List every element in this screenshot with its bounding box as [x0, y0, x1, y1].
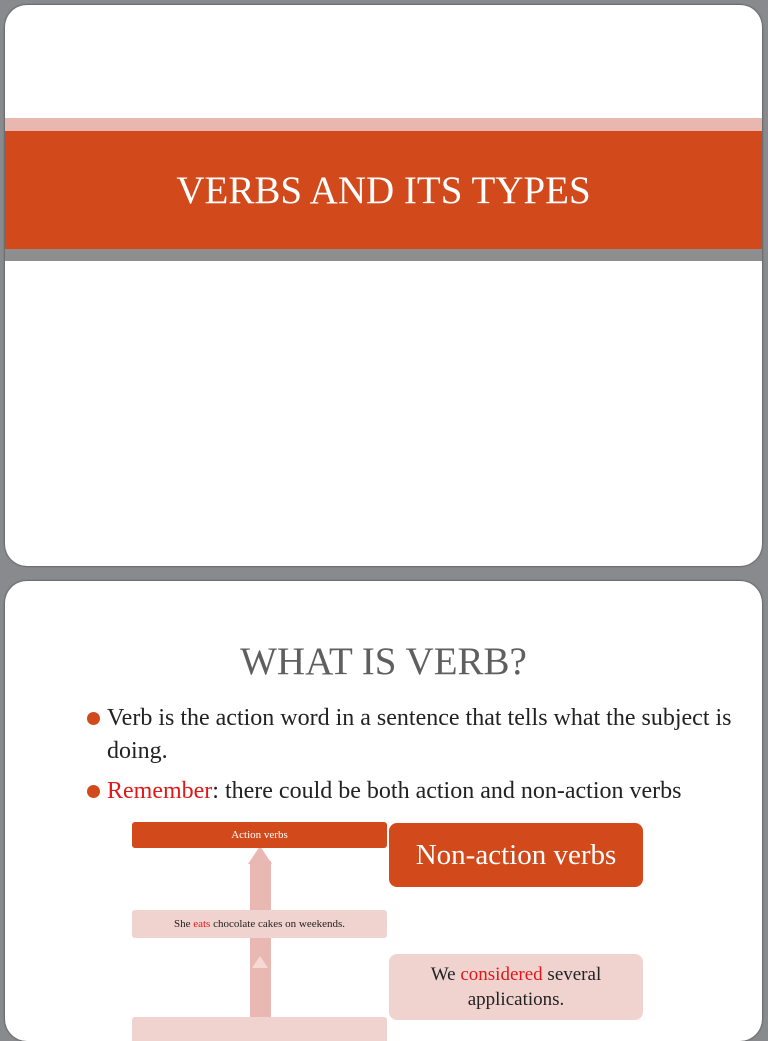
slide-heading: WHAT IS VERB?	[240, 640, 527, 683]
example-text: We	[430, 964, 461, 985]
example-text: several applications.	[467, 964, 602, 1010]
bullet-item	[83, 702, 733, 768]
non-action-verbs-box	[389, 823, 643, 887]
arrow-up-icon	[248, 846, 272, 864]
action-verbs-label: Action verbs	[231, 829, 288, 841]
title-band-top-stripe	[5, 118, 762, 131]
example-verb: considered	[460, 964, 543, 985]
example-verb: eats	[193, 918, 211, 930]
bullet-highlight: Remember	[107, 778, 213, 804]
example-sentence	[389, 962, 643, 1012]
bullet-dot-icon	[87, 712, 100, 725]
action-verbs-box	[132, 822, 387, 848]
bullet-text: Verb is the action word in a sentence that tells what the subject is doing.	[107, 705, 732, 764]
bullet-item	[83, 775, 733, 808]
action-example-box	[132, 910, 387, 938]
bullet-dot-icon	[87, 785, 100, 798]
example-text: She	[173, 918, 194, 930]
title-band	[5, 131, 762, 249]
title-slide	[5, 5, 762, 566]
content-slide	[5, 581, 762, 1041]
slide-title: VERBS AND ITS TYPES	[176, 168, 591, 212]
title-band-bottom-stripe	[5, 249, 762, 261]
bullet-text: : there could be both action and non-action verbs	[212, 778, 682, 804]
arrow-up-small-icon	[252, 956, 268, 968]
arrow-shaft	[250, 861, 271, 1041]
example-text: chocolate cakes on weekends.	[210, 918, 346, 930]
bullet-list	[83, 702, 733, 815]
non-action-example-box	[389, 954, 643, 1020]
action-example-box-2	[132, 1017, 387, 1041]
non-action-verbs-label: Non-action verbs	[415, 838, 617, 871]
